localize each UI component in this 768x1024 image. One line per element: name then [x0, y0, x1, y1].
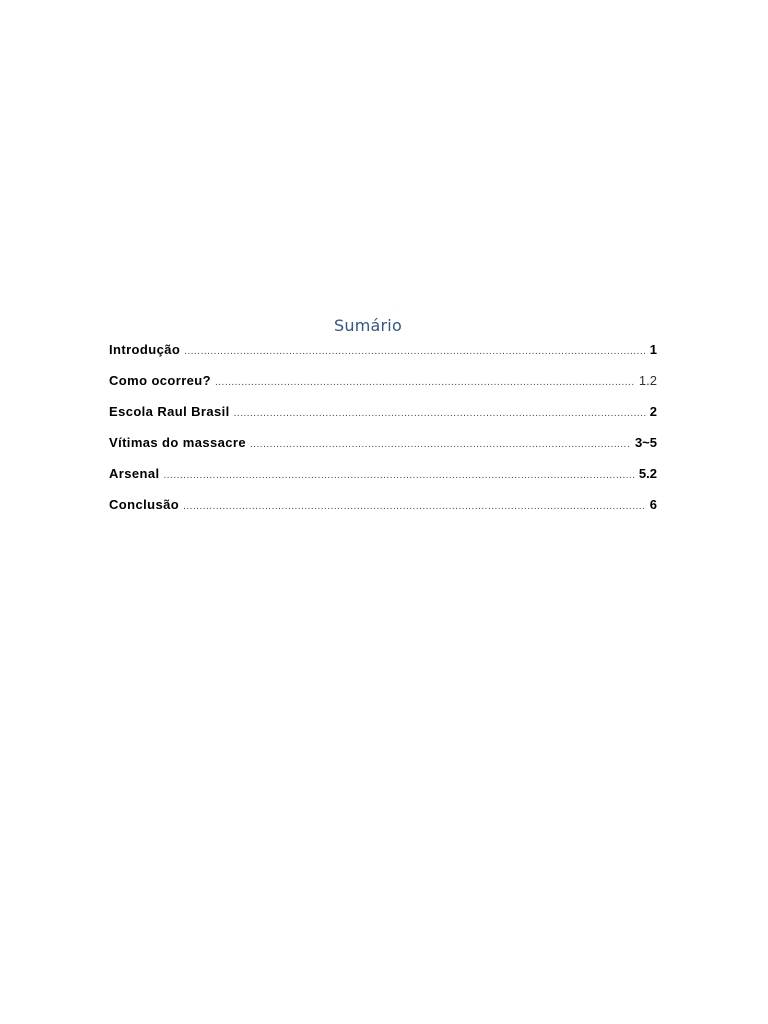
table-of-contents: [109, 342, 657, 528]
toc-entry-introducao[interactable]: [109, 342, 657, 373]
toc-leader-dots: [184, 346, 646, 357]
toc-title: Sumário: [334, 316, 402, 335]
toc-entry-vitimas[interactable]: [109, 435, 657, 466]
toc-entry-page: 6: [649, 497, 657, 512]
toc-entry-arsenal[interactable]: [109, 466, 657, 497]
toc-entry-page: 1: [649, 342, 657, 357]
toc-entry-label: Arsenal: [109, 466, 160, 481]
toc-entry-page: 1.2: [638, 373, 657, 388]
toc-entry-conclusao[interactable]: [109, 497, 657, 528]
toc-leader-dots: [183, 501, 646, 512]
toc-entry-escola-raul-brasil[interactable]: [109, 404, 657, 435]
toc-leader-dots: [250, 439, 631, 450]
toc-entry-label: Como ocorreu?: [109, 373, 211, 388]
toc-leader-dots: [164, 470, 635, 481]
toc-entry-label: Conclusão: [109, 497, 180, 512]
toc-entry-page: 3~5: [634, 435, 657, 450]
toc-entry-page: 5.2: [638, 466, 657, 481]
toc-entry-label: Vítimas do massacre: [109, 435, 246, 450]
toc-entry-label: Escola Raul Brasil: [109, 404, 230, 419]
toc-leader-dots: [234, 408, 646, 419]
toc-entry-page: 2: [649, 404, 657, 419]
toc-entry-como-ocorreu[interactable]: [109, 373, 657, 404]
toc-entry-label: Introdução: [109, 342, 181, 357]
toc-leader-dots: [215, 377, 635, 388]
